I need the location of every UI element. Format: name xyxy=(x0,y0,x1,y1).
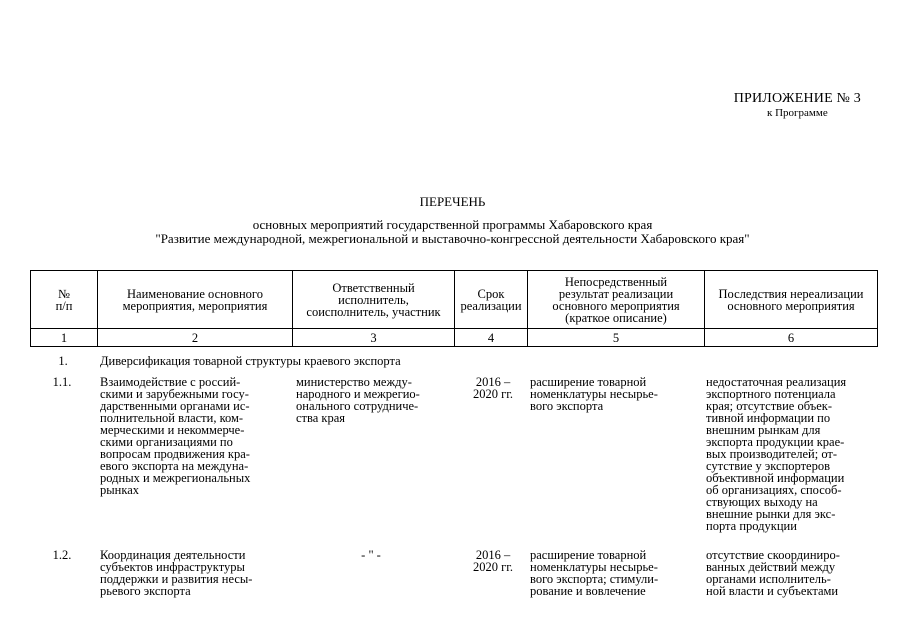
row-name: Взаимодействие с россий- скими и зарубежными госу- дарственными органами ис- полнительной власти, ком- мерческими и некоммерче- скими организациями по вопросам продвижения кра- евого экспорта на междуна- родных и межрегиональных рынках xyxy=(100,375,251,497)
appendix-subtitle: к Программе xyxy=(766,107,828,119)
measures-table-header xyxy=(30,270,878,347)
column-number: 4 xyxy=(455,329,528,347)
appendix-label xyxy=(734,91,861,120)
title-line-2: "Развитие международной, межрегиональной и выставочно-конгрессной деятельности Хабаровского края" xyxy=(155,231,750,246)
column-number-row xyxy=(31,329,878,347)
column-number: 6 xyxy=(705,329,878,347)
header-num: № п/п xyxy=(31,271,98,329)
row-consequences: недостаточная реализация экспортного потенциала края; отсутствие объек- тивной информации по внешним рынкам для экспорта продукции крае- вых производителей; от- сутствие у экспортеров объективной информации об организациях, способ- ствующих выходу на внешние рынки для экс- порта продукции xyxy=(706,375,847,533)
row-term: 2016 – 2020 гг. xyxy=(472,375,514,401)
section-number: 1. xyxy=(58,354,68,368)
header-consequences: Последствия нереализации основного мероприятия xyxy=(705,271,878,329)
document-title xyxy=(0,194,905,246)
header-row xyxy=(31,271,878,329)
title-heading: ПЕРЕЧЕНЬ xyxy=(419,194,486,209)
row-result: расширение товарной номенклатуры несырье- вого экспорта xyxy=(530,375,658,413)
header-result: Непосредственный результат реализации основного мероприятия (краткое описание) xyxy=(528,271,705,329)
header-term: Срок реализации xyxy=(455,271,528,329)
header-name: Наименование основного мероприятия, мероприятия xyxy=(98,271,293,329)
row-number: 1.2. xyxy=(52,548,72,562)
row-result: расширение товарной номенклатуры несырье- вого экспорта; стимули- рование и вовлечение xyxy=(530,548,659,598)
section-title: Диверсификация товарной структуры краевого экспорта xyxy=(100,354,401,368)
row-executor: - " - xyxy=(361,548,381,562)
row-term: 2016 – 2020 гг. xyxy=(472,548,514,574)
row-name: Координация деятельности субъектов инфраструктуры поддержки и развития несы- рьевого экспорта xyxy=(100,548,253,598)
appendix-number: ПРИЛОЖЕНИЕ № 3 xyxy=(733,91,861,106)
title-line-1: основных мероприятий государственной программы Хабаровского края xyxy=(252,217,653,232)
column-number: 5 xyxy=(528,329,705,347)
row-executor: министерство между- народного и межрегио- онального сотрудниче- ства края xyxy=(296,375,420,425)
column-number: 2 xyxy=(98,329,293,347)
column-number: 3 xyxy=(293,329,455,347)
header-executor: Ответственный исполнитель, соисполнитель, участник xyxy=(293,271,455,329)
row-consequences: отсутствие скоординиро- ванных действий между органами исполнитель- ной власти и субъектами xyxy=(706,548,840,598)
row-number: 1.1. xyxy=(52,375,72,389)
column-number: 1 xyxy=(31,329,98,347)
